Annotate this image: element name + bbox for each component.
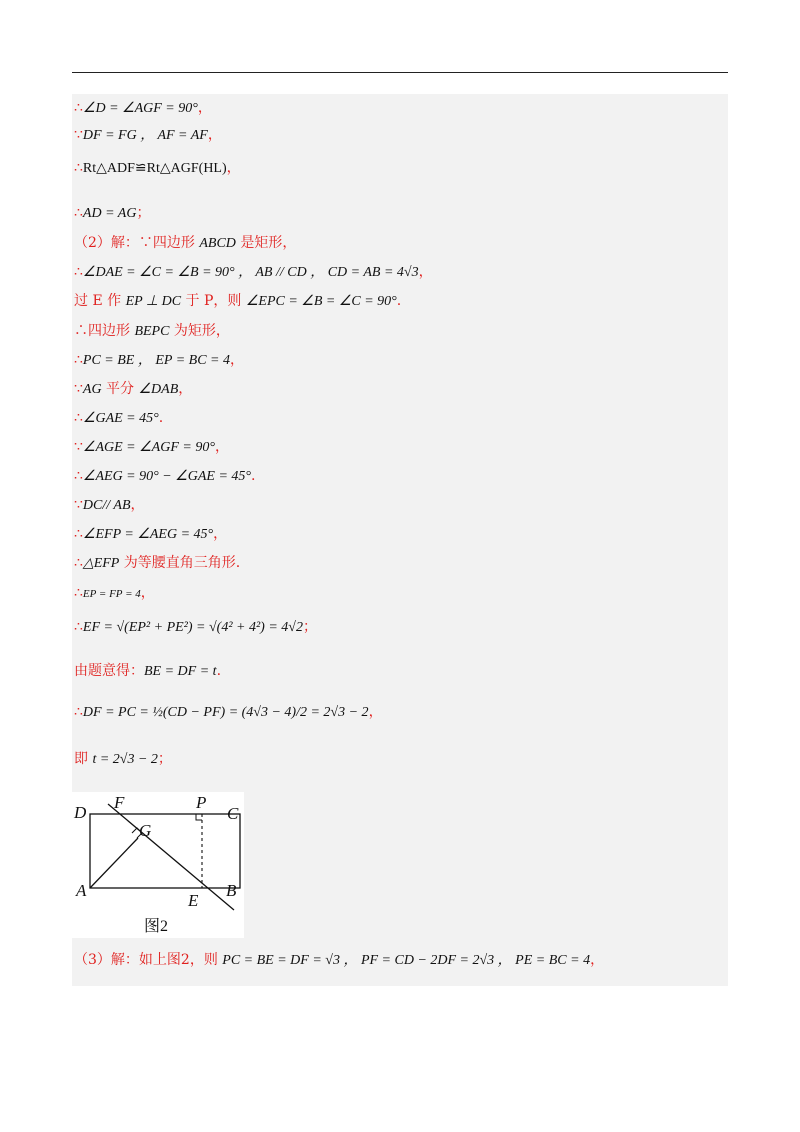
line-fe [108,804,234,910]
solution-line-2: ∵DF = FG ， AF = AF， [74,127,222,143]
solution-line-15: ∴∠EFP = ∠AEG = 45°， [74,526,228,542]
solution-line-8: ∴四边形 BEPC 为矩形， [74,323,230,339]
label-a: A [76,881,87,900]
label-p: P [196,793,207,812]
label-e: E [188,891,199,910]
solution-line-6: ∴∠DAE = ∠C = ∠B = 90° ， AB // CD ， CD = AB = 4√3， [74,264,433,280]
solution-line-3: ∴Rt△ADF≌Rt△AGF(HL)， [74,160,241,176]
solution-line-10: ∵AG 平分 ∠DAB， [74,381,193,397]
rectangle-abcd [90,814,240,888]
solution-line-7: 过 E 作 EP ⊥ DC 于 P，则 ∠EPC = ∠B = ∠C = 90°. [74,293,402,309]
label-b: B [226,881,237,900]
solution-line-9: ∴PC = BE ， EP = BC = 4， [74,352,244,368]
solution-line-20: ∴DF = PC = ½(CD − PF) = (4√3 − 4)/2 = 2√3 − 2， [74,704,383,720]
solution-line-14: ∵DC// AB， [74,497,145,513]
solution-line-1: ∴∠D = ∠AGF = 90°， [74,100,212,116]
figure-caption: 图2 [144,918,169,935]
solution-line-16: ∴△EFP 为等腰直角三角形. [74,555,241,571]
segment-ag [90,838,138,888]
solution-line-5: （2）解：∵四边形 ABCD 是矩形， [74,235,297,251]
right-angle-mark-p [196,814,202,820]
label-c: C [227,804,239,823]
solution-line-22: （3）解：如上图2，则 PC = BE = DF = √3 ， PF = CD − 2DF = 2√3 ， PE = BC = 4， [74,952,605,968]
solution-line-13: ∴∠AEG = 90° − ∠GAE = 45°. [74,468,256,484]
solution-line-17: ∴EP = FP = 4， [74,585,155,601]
label-d: D [74,803,87,822]
header-rule [72,72,728,73]
solution-line-18: ∴EF = √(EP² + PE²) = √(4² + 4²) = 4√2； [74,619,317,635]
label-f: F [114,793,125,812]
solution-line-19: 由题意得：BE = DF = t. [74,663,222,679]
figure-svg [72,792,244,938]
solution-line-21: 即 t = 2√3 − 2； [74,751,172,767]
solution-line-4: ∴AD = AG； [74,205,151,221]
solution-line-12: ∵∠AGE = ∠AGF = 90°， [74,439,229,455]
solution-line-11: ∴∠GAE = 45°. [74,410,164,426]
geometry-figure [72,792,244,938]
label-g: G [139,821,152,840]
